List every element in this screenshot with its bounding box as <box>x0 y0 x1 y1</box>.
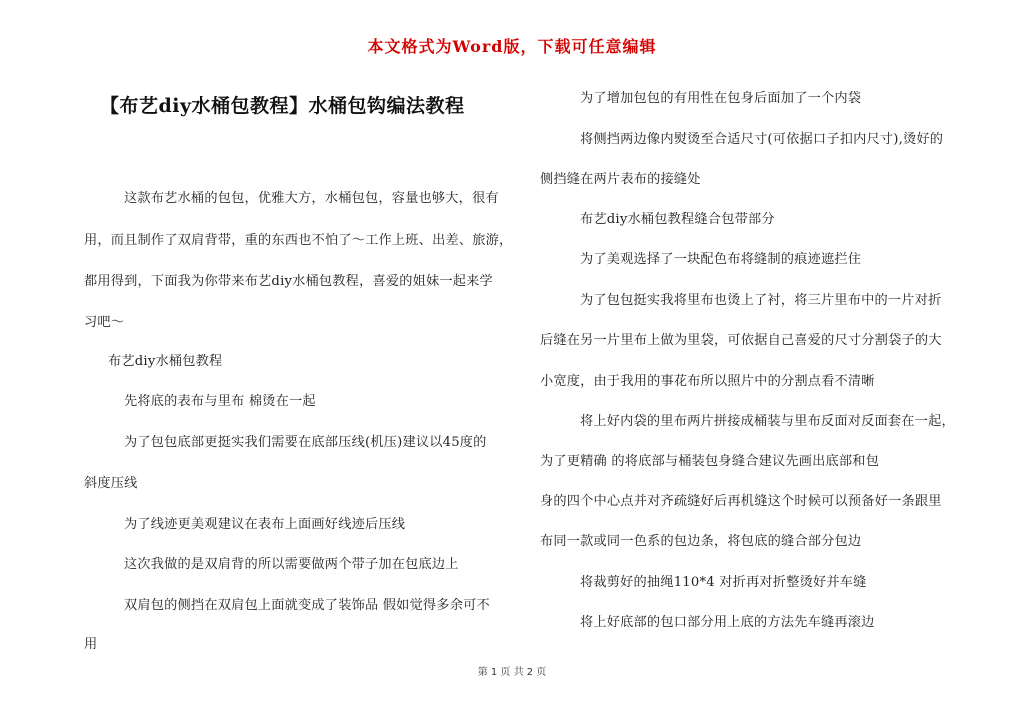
text-line: 这款布艺水桶的包包，优雅大方，水桶包包，容量也够大，很有 <box>124 191 499 206</box>
text-line: 为了增加包包的有用性在包身后面加了一个内袋 <box>580 91 862 106</box>
text-line: 都用得到，下面我为你带来布艺diy水桶包教程，喜爱的姐妹一起来学 <box>84 274 493 289</box>
text-line: 用 <box>84 637 98 652</box>
text-line: 用，而且制作了双肩背带，重的东西也不怕了～工作上班、出差、旅游， <box>84 233 513 248</box>
text-line: 双肩包的侧挡在双肩包上面就变成了装饰品 假如觉得多余可不 <box>124 598 490 613</box>
text-line: 小宽度，由于我用的事花布所以照片中的分割点看不清晰 <box>540 374 875 389</box>
text-line: 为了线迹更美观建议在表布上面画好线迹后压线 <box>124 517 406 532</box>
section-heading: 布艺diy水桶包教程缝合包带部分 <box>580 212 775 227</box>
text-line: 将侧挡两边像内熨烫至合适尺寸(可依据口子扣内尺寸),烫好的 <box>580 132 944 147</box>
text-line: 将裁剪好的抽绳110*4 对折再对折整烫好并车缝 <box>580 575 867 590</box>
text-line: 将上好底部的包口部分用上底的方法先车缝再滚边 <box>580 615 875 630</box>
text-line: 这次我做的是双肩背的所以需要做两个带子加在包底边上 <box>124 557 459 572</box>
page-title: 【布艺diy水桶包教程】水桶包钩编法教程 <box>100 95 465 117</box>
text-line: 先将底的表布与里布 棉烫在一起 <box>124 394 316 409</box>
top-banner: 本文格式为Word版，下载可任意编辑 <box>367 37 657 56</box>
text-line: 斜度压线 <box>84 476 138 491</box>
text-line: 为了美观选择了一块配色布将缝制的痕迹遮拦住 <box>580 252 862 267</box>
text-line: 为了包包挺实我将里布也烫上了衬，将三片里布中的一片对折 <box>580 293 942 308</box>
text-line: 将上好内袋的里布两片拼接成桶装与里布反面对反面套在一起， <box>580 414 955 429</box>
text-line: 为了更精确 的将底部与桶装包身缝合建议先画出底部和包 <box>540 454 880 469</box>
text-line: 侧挡缝在两片表布的接缝处 <box>540 172 701 187</box>
text-line: 习吧～ <box>84 315 125 330</box>
text-line: 为了包包底部更挺实我们需要在底部压线(机压)建议以45度的 <box>124 435 487 450</box>
section-heading: 布艺diy水桶包教程 <box>108 354 223 369</box>
page-number-footer: 第 1 页 共 2 页 <box>477 667 547 678</box>
text-line: 后缝在另一片里布上做为里袋，可依据自己喜爱的尺寸分割袋子的大 <box>540 333 942 348</box>
text-line: 布同一款或同一色系的包边条，将包底的缝合部分包边 <box>540 534 862 549</box>
text-line: 身的四个中心点并对齐疏缝好后再机缝这个时候可以预备好一条跟里 <box>540 494 942 509</box>
